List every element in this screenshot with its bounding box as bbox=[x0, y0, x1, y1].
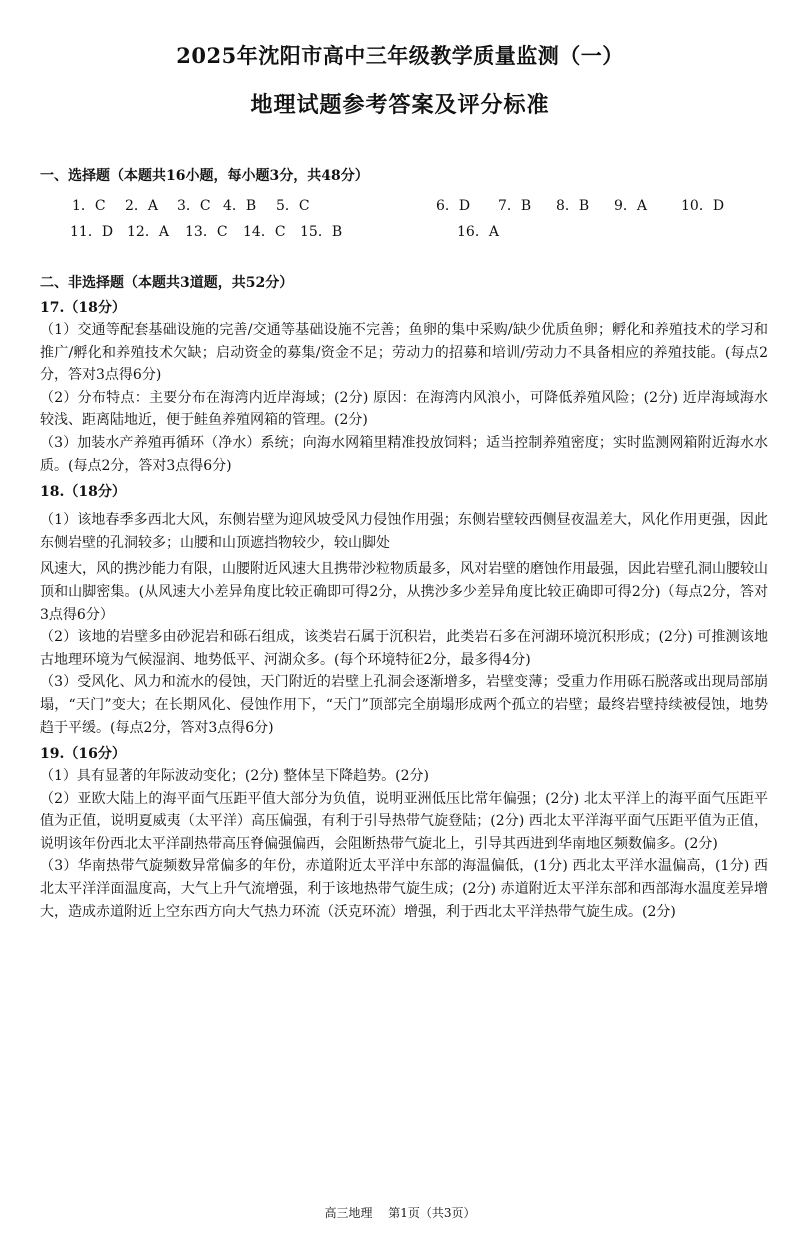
answer-item: 3．C bbox=[177, 198, 211, 214]
answer-item: 2．A bbox=[125, 198, 159, 214]
question-18-heading: 18.（18分） bbox=[40, 484, 126, 501]
answer-item: 5．C bbox=[276, 198, 310, 214]
answer-item: 9．A bbox=[614, 198, 648, 214]
q17-answer-2: （2）分布特点：主要分布在海湾内近岸海域；(2分) 原因：在海湾内风浪小，可降低养殖风险；(2分) 近岸海域海水较浅、距离陆地近，便于鲑鱼养殖网箱的管理。(2分) bbox=[40, 389, 768, 429]
answer-item: 7．B bbox=[498, 198, 532, 214]
answer-item: 16．A bbox=[457, 224, 499, 240]
q18-answer-3: （3）受风化、风力和流水的侵蚀，天门附近的岩壁上孔洞会逐渐增多，岩壁变薄；受重力作用砾石脱落或出现局部崩塌，“天门”变大；在长期风化、侵蚀作用下，“天门”顶部完全崩塌形成两个孤立的岩壁；最终岩壁持续被侵蚀，地势趋于平缓。(每点2分，答对3点得6分) bbox=[40, 674, 768, 736]
answer-item: 15．B bbox=[300, 224, 343, 240]
q19-answer-1: （1）具有显著的年际波动变化；(2分) 整体呈下降趋势。(2分) bbox=[40, 768, 430, 785]
answer-item: 12．A bbox=[127, 224, 169, 240]
answer-item: 1．C bbox=[72, 198, 106, 214]
document-body bbox=[40, 166, 768, 923]
q17-answer-3: （3）加装水产养殖再循环（净水）系统；向海水网箱里精准投放饲料；适当控制养殖密度；实时监测网箱附近海水水质。(每点2分，答对3点得6分) bbox=[40, 434, 768, 474]
section-multiple-choice-heading: 一、选择题（本题共16小题，每小题3分，共48分） bbox=[40, 168, 369, 184]
q19-answer-2: （2）亚欧大陆上的海平面气压距平值大部分为负值，说明亚洲低压比常年偏强；(2分) 北太平洋上的海平面气压距平值为正值，说明夏威夷（太平洋）高压偏强，有利于引导热带气旋登陆；(2分) 西北太平洋海平面气压距平值为正值，说明该年份西北太平洋副热带高压脊偏强偏西，会阻断热带气旋北上，引导其西进到华南地区频数偏多。(2分) bbox=[40, 790, 768, 852]
page-footer bbox=[0, 1205, 800, 1221]
question-19-heading: 19.（16分） bbox=[40, 746, 126, 763]
q18-answer-1: （1）该地春季多西北大风，东侧岩壁为迎风坡受风力侵蚀作用强；东侧岩壁较西侧昼夜温差大，风化作用更强，因此东侧岩壁的孔洞较多；山腰和山顶遮挡物较少，较山脚处 bbox=[40, 512, 768, 551]
q19-answer-3: （3）华南热带气旋频数异常偏多的年份，赤道附近太平洋中东部的海温偏低，(1分) 西北太平洋水温偏高，(1分) 西北太平洋洋面温度高，大气上升气流增强，利于该地热带气旋生成；(2分) 赤道附近太平洋东部和西部海水温度差异增大，造成赤道附近上空东西方向大气热力环流（沃克环流）增强，利于西北太平洋热带气旋生成。(2分) bbox=[40, 858, 768, 920]
page-subtitle: 地理试题参考答案及评分标准 bbox=[250, 92, 550, 118]
answer-item: 13．C bbox=[185, 224, 228, 240]
q18-answer-1-continued: 风速大，风的携沙能力有限，山腰附近风速大且携带沙粒物质最多，风对岩壁的磨蚀作用最强，因此岩壁孔洞山腰较山顶和山脚密集。(从风速大小差异角度比较正确即可得2分，从携沙多少差异角度比较正确即可得2分)（每点2分，答对3点得6分） bbox=[40, 561, 768, 623]
answer-item: 6．D bbox=[436, 198, 471, 214]
answer-item: 8．B bbox=[556, 198, 590, 214]
question-17-heading: 17.（18分） bbox=[40, 300, 126, 316]
answer-item: 4．B bbox=[223, 198, 257, 214]
answer-key bbox=[72, 193, 768, 245]
footer-subject: 高三地理 bbox=[324, 1206, 373, 1220]
answer-item: 11．D bbox=[70, 224, 114, 240]
section-open-questions-heading: 二、非选择题（本题共3道题，共52分） bbox=[40, 275, 294, 291]
answer-item: 10．D bbox=[681, 198, 725, 214]
footer-page-number: 第1页（共3页） bbox=[388, 1206, 476, 1220]
answer-item: 14．C bbox=[243, 224, 286, 240]
q17-answer-1: （1）交通等配套基础设施的完善/交通等基础设施不完善；鱼卵的集中采购/缺少优质鱼卵；孵化和养殖技术的学习和推广/孵化和养殖技术欠缺；启动资金的募集/资金不足；劳动力的招募和培训/劳动力不具备相应的养殖技能。(每点2分，答对3点得6分) bbox=[40, 322, 768, 384]
q18-answer-2: （2）该地的岩壁多由砂泥岩和砾石组成，该类岩石属于沉积岩，此类岩石多在河湖环境沉积形成；(2分) 可推测该地古地理环境为气候湿润、地势低平、河湖众多。(每个环境特征2分，最多得4分) bbox=[40, 629, 768, 668]
page-title: 2025年沈阳市高中三年级教学质量监测（一） bbox=[176, 43, 624, 68]
